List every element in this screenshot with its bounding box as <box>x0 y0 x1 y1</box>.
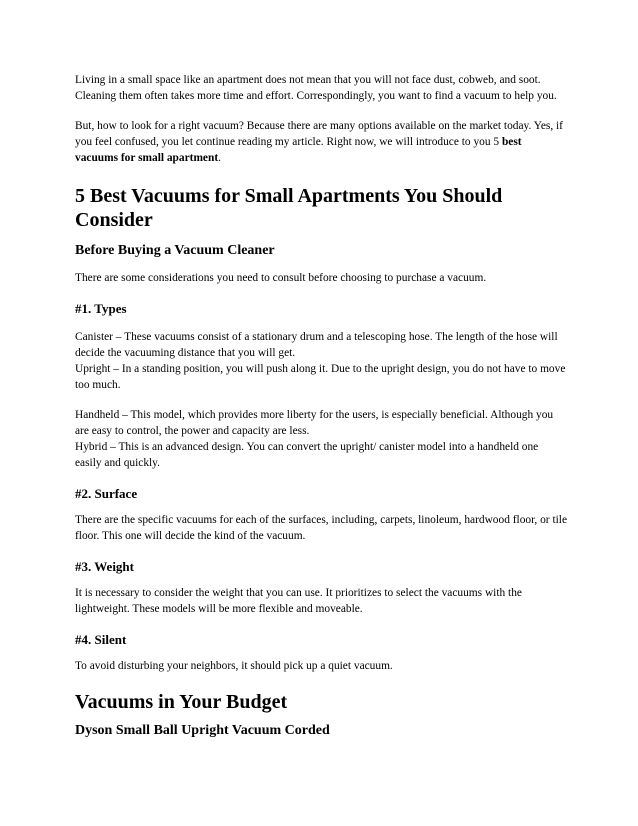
types-canister-text: Canister – These vacuums consist of a stationary drum and a telescoping hose. The length of the hose will decide the vacuuming distance that you will get. <box>75 331 558 359</box>
surface-text: There are the specific vacuums for each of the surfaces, including, carpets, linoleum, hardwood floor, or tile floor. This one will decide the kind of the vacuum. <box>75 514 567 542</box>
silent-text: To avoid disturbing your neighbors, it should pick up a quiet vacuum. <box>75 660 393 672</box>
intro-paragraph-1: Living in a small space like an apartment does not mean that you will not face dust, cobweb, and soot. Cleaning them often takes more time and effort. Correspondingly, you want to find a vacuum to help you. <box>75 74 557 102</box>
document-page <box>75 72 567 740</box>
intro-paragraph-2-text: But, how to look for a right vacuum? Because there are many options available on the market today. Yes, if you feel confused, you let continue reading my article. Right now, we will introduce to you 5 <box>75 120 563 148</box>
types-hybrid-text: Hybrid – This is an advanced design. You can convert the upright/ canister model into a handheld one easily and quickly. <box>75 441 539 469</box>
weight-heading: #3. Weight <box>75 559 134 574</box>
types-heading: #1. Types <box>75 301 127 316</box>
weight-text: It is necessary to consider the weight that you can use. It prioritizes to select the vacuums with the lightweight. These models will be more flexible and moveable. <box>75 587 522 615</box>
types-handheld-text: Handheld – This model, which provides more liberty for the users, is especially beneficial. Although you are easy to control, the power and capacity are less. <box>75 409 554 437</box>
surface-heading: #2. Surface <box>75 486 138 501</box>
budget-heading: Vacuums in Your Budget <box>75 691 288 713</box>
silent-heading: #4. Silent <box>75 632 127 647</box>
product-heading: Dyson Small Ball Upright Vacuum Corded <box>75 723 330 738</box>
intro-paragraph-2 <box>75 118 567 166</box>
before-buying-text: There are some considerations you need to consult before choosing to purchase a vacuum. <box>75 272 487 284</box>
keyword-link: best vacuums for small apartment <box>75 136 522 164</box>
types-upright-text: Upright – In a standing position, you will push along it. Due to the upright design, you do not have to move too much. <box>75 363 566 391</box>
intro-paragraph-2-end: . <box>218 152 221 164</box>
main-heading: 5 Best Vacuums for Small Apartments You Should Consider <box>75 185 503 231</box>
before-buying-heading: Before Buying a Vacuum Cleaner <box>75 243 275 258</box>
